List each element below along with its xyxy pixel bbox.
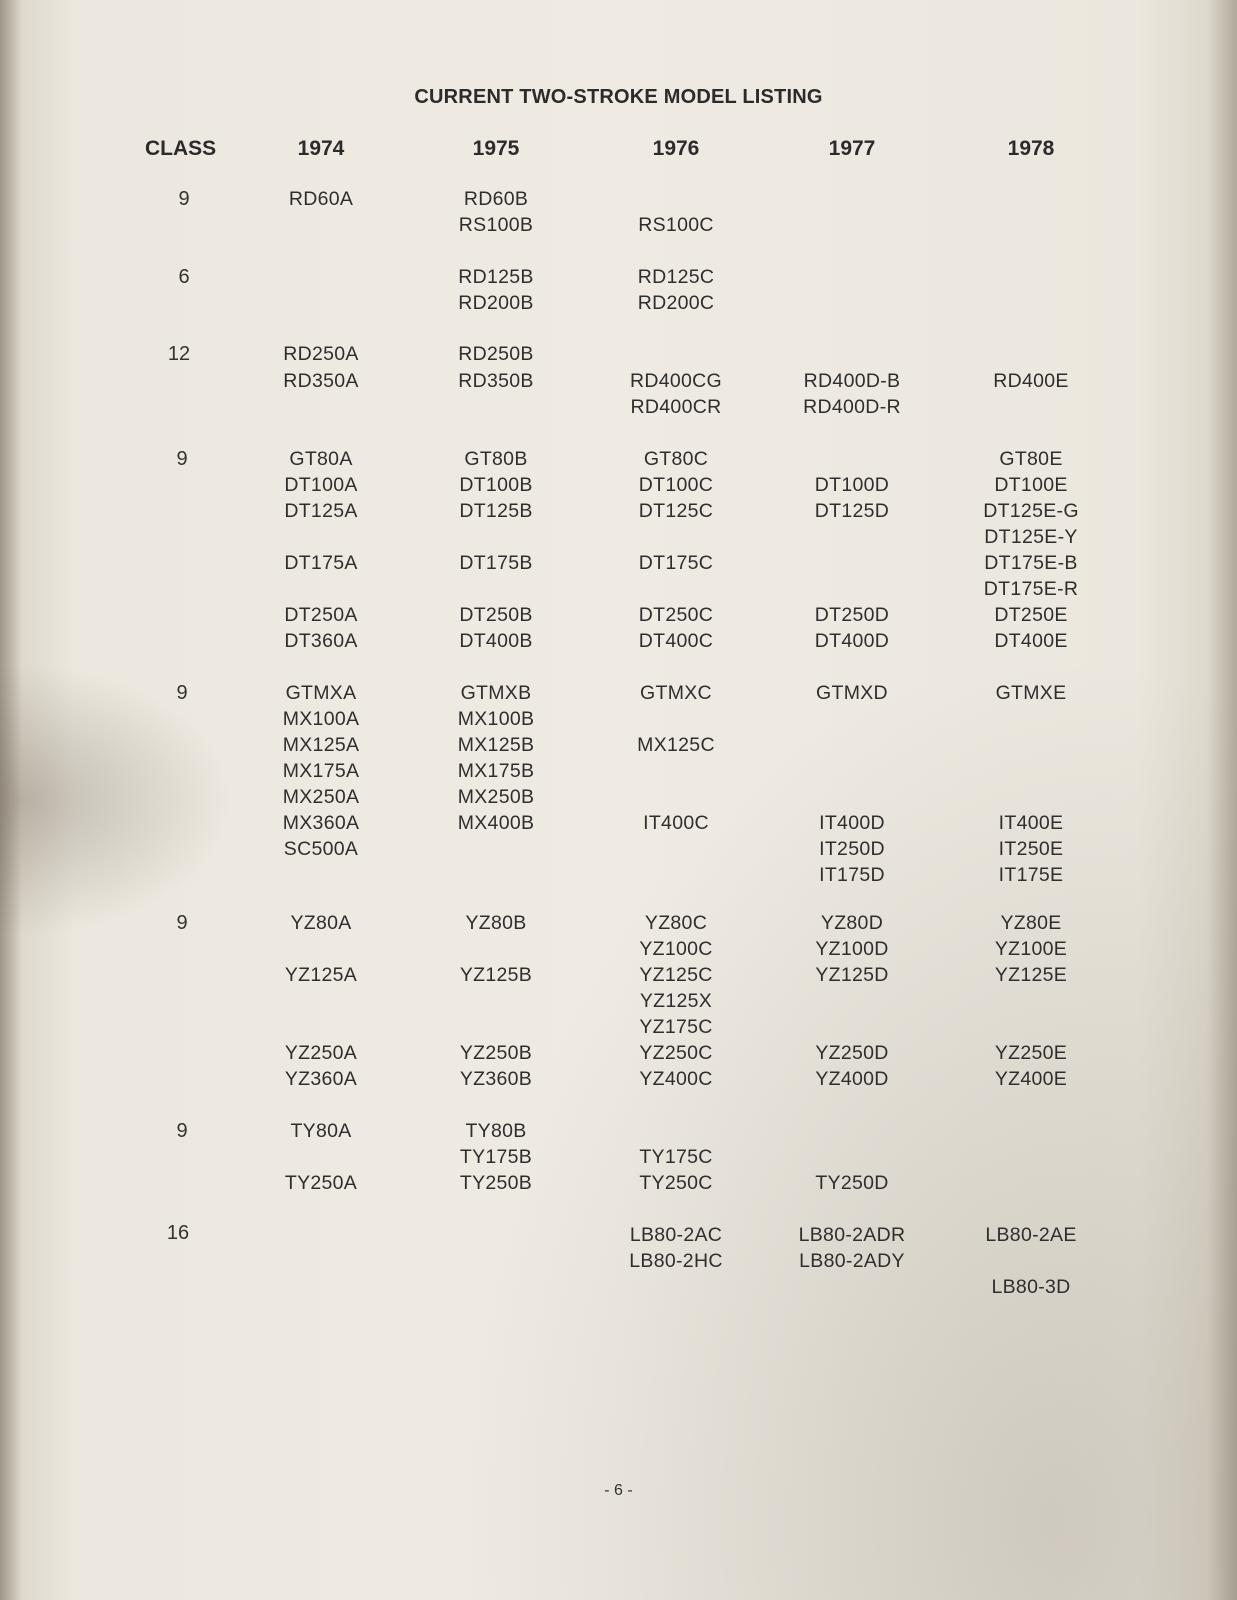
model-cell: YZ100D xyxy=(815,938,889,960)
model-cell: YZ250B xyxy=(459,1042,533,1064)
header-1974: 1974 xyxy=(297,137,345,160)
model-cell: RD60B xyxy=(463,188,529,210)
model-cell: DT125D xyxy=(814,500,890,522)
model-cell: RD350A xyxy=(283,370,359,392)
header-class: CLASS xyxy=(145,137,217,160)
model-cell: LB80-2ADY xyxy=(799,1250,905,1272)
model-cell: GT80B xyxy=(464,448,528,470)
model-cell: GTMXC xyxy=(640,682,712,704)
model-cell: DT175E-B xyxy=(984,552,1078,574)
model-cell: MX175B xyxy=(457,760,535,782)
model-cell: DT125C xyxy=(638,500,714,522)
model-cell: YZ400E xyxy=(994,1068,1068,1090)
model-cell: RD400E xyxy=(993,370,1069,392)
class-label: 9 xyxy=(176,912,188,934)
model-cell: RD350B xyxy=(458,370,534,392)
model-cell: YZ360A xyxy=(284,1068,358,1090)
model-cell: MX250A xyxy=(282,786,360,808)
model-cell: DT125E-Y xyxy=(984,526,1078,548)
model-cell: IT250E xyxy=(998,838,1064,860)
model-cell: IT400D xyxy=(819,812,885,834)
model-cell: RD60A xyxy=(288,188,354,210)
model-cell: YZ125X xyxy=(639,990,713,1012)
model-cell: TY80A xyxy=(290,1120,352,1142)
model-cell: RD125B xyxy=(458,266,534,288)
model-cell: GT80C xyxy=(643,448,709,470)
model-cell: GT80E xyxy=(999,448,1063,470)
model-cell: DT125E-G xyxy=(983,500,1079,522)
binding-shadow xyxy=(0,0,22,1600)
model-cell: DT400B xyxy=(459,630,533,652)
model-cell: TY250C xyxy=(639,1172,713,1194)
model-cell: DT100D xyxy=(814,474,890,496)
model-cell: YZ125D xyxy=(815,964,889,986)
header-1978: 1978 xyxy=(1007,137,1055,160)
model-cell: YZ400D xyxy=(815,1068,889,1090)
model-cell: IT175D xyxy=(819,864,885,886)
model-cell: DT400D xyxy=(814,630,890,652)
model-cell: YZ250E xyxy=(994,1042,1068,1064)
model-cell: YZ125A xyxy=(284,964,358,986)
model-cell: MX360A xyxy=(282,812,360,834)
model-cell: DT125B xyxy=(459,500,533,522)
model-cell: YZ250C xyxy=(639,1042,713,1064)
header-1976: 1976 xyxy=(652,137,700,160)
model-cell: DT100A xyxy=(284,474,358,496)
model-cell: RD400D-B xyxy=(803,370,901,392)
model-cell: YZ360B xyxy=(459,1068,533,1090)
model-cell: MX125B xyxy=(457,734,535,756)
model-cell: DT250B xyxy=(459,604,533,626)
model-cell: RD400D-R xyxy=(803,396,901,418)
model-cell: YZ125C xyxy=(639,964,713,986)
model-cell: YZ400C xyxy=(639,1068,713,1090)
model-cell: DT100C xyxy=(638,474,714,496)
class-label: 6 xyxy=(178,266,190,288)
header-1977: 1977 xyxy=(828,137,876,160)
model-cell: DT250A xyxy=(284,604,358,626)
model-cell: DT100B xyxy=(459,474,533,496)
class-label: 9 xyxy=(176,1120,188,1142)
model-cell: YZ80A xyxy=(290,912,352,934)
model-cell: RS100B xyxy=(458,214,534,236)
model-cell: RD400CR xyxy=(630,396,722,418)
model-cell: IT400C xyxy=(643,812,709,834)
model-cell: MX125C xyxy=(637,734,715,756)
model-cell: RD200C xyxy=(637,292,715,314)
model-cell: YZ125E xyxy=(994,964,1068,986)
model-cell: IT400E xyxy=(998,812,1064,834)
model-cell: YZ80D xyxy=(820,912,884,934)
model-cell: GTMXD xyxy=(816,682,888,704)
model-cell: RD250A xyxy=(283,343,359,365)
model-cell: DT175A xyxy=(284,552,358,574)
model-cell: RD200B xyxy=(458,292,534,314)
model-cell: YZ125B xyxy=(459,964,533,986)
model-cell: GT80A xyxy=(289,448,353,470)
model-cell: DT175B xyxy=(459,552,533,574)
model-cell: DT360A xyxy=(284,630,358,652)
model-cell: MX175A xyxy=(282,760,360,782)
model-cell: GTMXE xyxy=(995,682,1067,704)
page-title: CURRENT TWO-STROKE MODEL LISTING xyxy=(414,86,823,108)
class-label: 12 xyxy=(167,343,191,365)
page-edge-shadow xyxy=(1207,0,1237,1600)
model-cell: TY175B xyxy=(459,1146,533,1168)
class-label: 9 xyxy=(178,188,190,210)
model-cell: SC500A xyxy=(283,838,359,860)
model-cell: RS100C xyxy=(638,214,714,236)
model-cell: MX125A xyxy=(282,734,360,756)
model-cell: LB80-2HC xyxy=(629,1250,723,1272)
model-cell: MX250B xyxy=(457,786,535,808)
page-number: - 6 - xyxy=(604,1482,633,1499)
class-label: 9 xyxy=(176,682,188,704)
model-cell: TY80B xyxy=(465,1120,527,1142)
model-cell: IT175E xyxy=(998,864,1064,886)
model-cell: GTMXB xyxy=(460,682,532,704)
model-cell: YZ100C xyxy=(639,938,713,960)
model-cell: RD125C xyxy=(637,266,715,288)
model-cell: LB80-2AC xyxy=(629,1224,723,1246)
model-cell: GTMXA xyxy=(285,682,357,704)
model-cell: YZ80B xyxy=(465,912,527,934)
model-cell: YZ175C xyxy=(639,1016,713,1038)
model-cell: LB80-3D xyxy=(991,1276,1071,1298)
model-cell: TY250A xyxy=(284,1172,358,1194)
model-cell: RD250B xyxy=(458,343,534,365)
model-cell: DT175C xyxy=(638,552,714,574)
model-cell: TY250B xyxy=(459,1172,533,1194)
model-cell: YZ80E xyxy=(1000,912,1062,934)
model-cell: DT125A xyxy=(284,500,358,522)
header-1975: 1975 xyxy=(472,137,520,160)
model-cell: DT100E xyxy=(994,474,1068,496)
class-label: 9 xyxy=(176,448,188,470)
model-cell: DT250D xyxy=(814,604,890,626)
model-cell: YZ250D xyxy=(815,1042,889,1064)
model-cell: DT400C xyxy=(638,630,714,652)
model-cell: DT250E xyxy=(994,604,1068,626)
model-cell: TY175C xyxy=(639,1146,713,1168)
model-cell: LB80-2ADR xyxy=(798,1224,906,1246)
model-cell: DT250C xyxy=(638,604,714,626)
model-cell: MX400B xyxy=(457,812,535,834)
model-cell: YZ80C xyxy=(644,912,708,934)
model-cell: DT175E-R xyxy=(983,578,1079,600)
model-cell: YZ100E xyxy=(994,938,1068,960)
model-cell: IT250D xyxy=(819,838,885,860)
model-cell: LB80-2AE xyxy=(985,1224,1077,1246)
model-cell: TY250D xyxy=(815,1172,889,1194)
model-cell: DT400E xyxy=(994,630,1068,652)
model-cell: RD400CG xyxy=(629,370,723,392)
model-cell: MX100A xyxy=(282,708,360,730)
model-cell: MX100B xyxy=(457,708,535,730)
model-cell: YZ250A xyxy=(284,1042,358,1064)
class-label: 16 xyxy=(166,1222,190,1244)
